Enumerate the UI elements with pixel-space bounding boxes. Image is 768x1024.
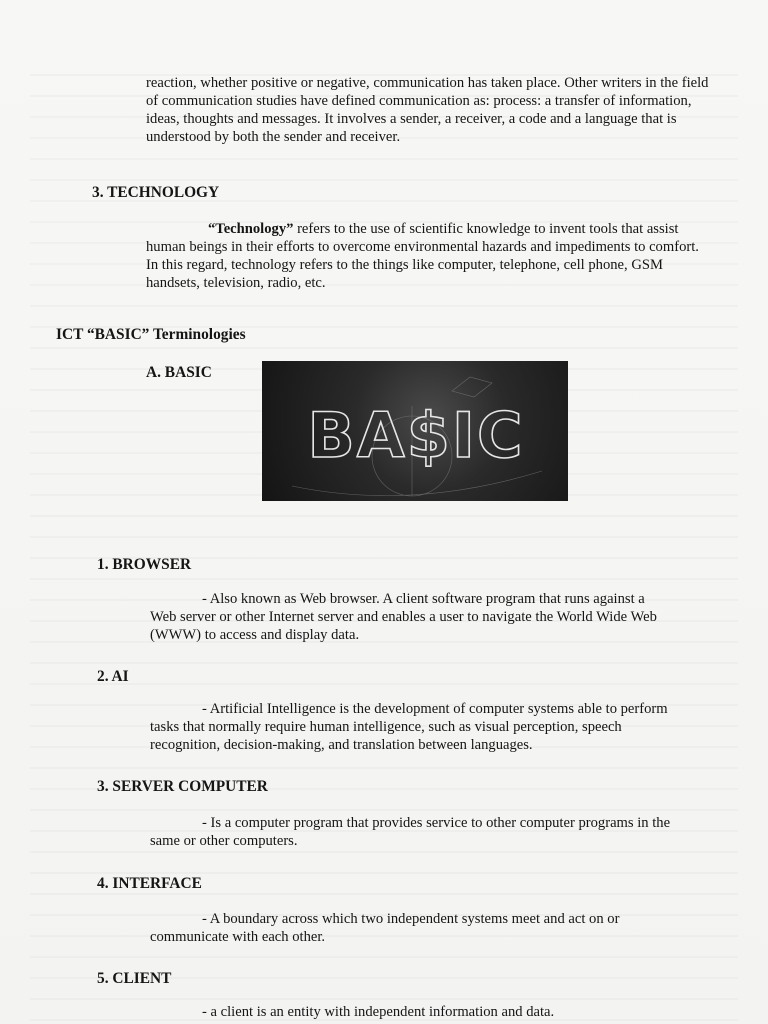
server-computer-heading: 3. SERVER COMPUTER [97,778,268,795]
communication-paragraph: reaction, whether positive or negative, communication has taken place. Other writers in the field of communication studies have defined communication as: process: a transfer of information, ideas, thoughts and messages. It involves a sender, a receiver, a code and a language that is understood by both the sender and receiver. [146,75,709,145]
basic-logo-graphic [262,361,568,501]
basic-subheading: A. BASIC [146,364,212,381]
basic-blueprint-image [262,361,568,501]
technology-term: “Technology” [208,221,294,237]
server-computer-definition-text: - Is a computer program that provides service to other computer programs in the same or other computers. [150,815,671,849]
client-definition [150,1003,690,1021]
interface-definition-text: - A boundary across which two independent systems meet and act on or communicate with each other. [150,911,620,945]
basic-wordmark: BA$IC [307,399,525,472]
technology-heading: 3. TECHNOLOGY [92,184,220,201]
ai-heading: 2. AI [97,668,129,685]
browser-definition [150,590,670,644]
browser-definition-text: - Also known as Web browser. A client software program that runs against a Web server or other Internet server and enables a user to navigate the World Wide Web (WWW) to access and display data. [150,591,657,643]
server-computer-definition [150,814,695,850]
technology-definition: refers to the use of scientific knowledge to invent tools that assist human beings in their efforts to overcome environmental hazards and impediments to comfort. In this regard, technology refers to the things like computer, telephone, cell phone, GSM handsets, television, radio, etc. [146,221,699,291]
client-definition-text: - a client is an entity with independent information and data. [202,1004,555,1020]
ict-terminologies-heading: ICT “BASIC” Terminologies [56,326,246,343]
ai-definition [150,700,690,754]
ai-definition-text: - Artificial Intelligence is the development of computer systems able to perform tasks that normally require human intelligence, such as visual perception, speech recognition, decision-making, and translation between languages. [150,701,668,753]
client-heading: 5. CLIENT [97,970,172,987]
interface-definition [150,910,690,946]
interface-heading: 4. INTERFACE [97,875,202,892]
technology-paragraph [146,220,712,292]
browser-heading: 1. BROWSER [97,556,192,573]
